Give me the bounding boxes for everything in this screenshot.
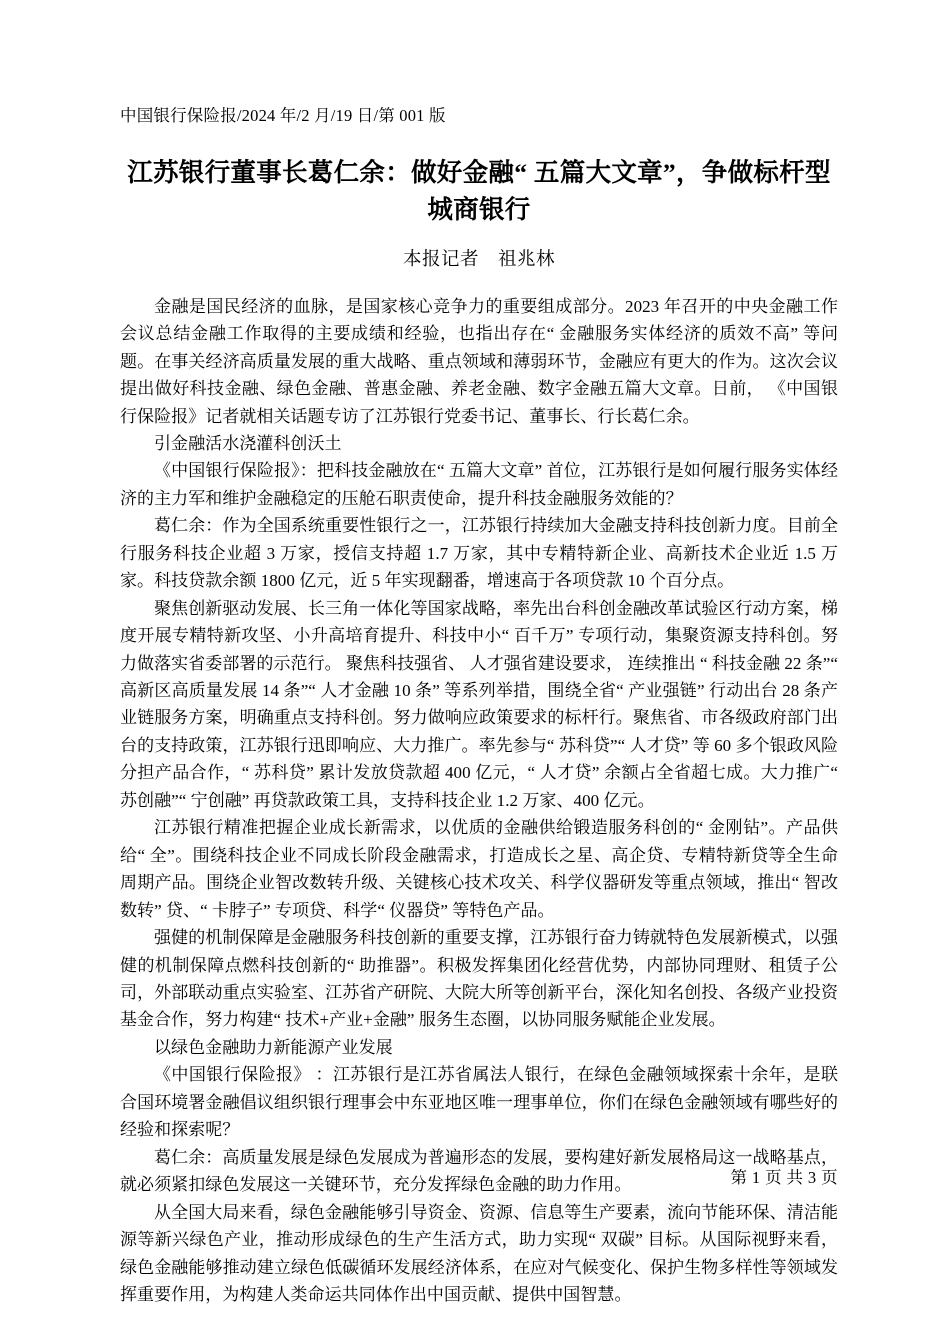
article-body <box>120 293 838 1309</box>
page-number-footer: 第 1 页 共 3 页 <box>730 1168 838 1187</box>
paragraph: 《中国银行保险报》：把科技金融放在“ 五篇大文章” 首位，江苏银行是如何履行服务实体经济的主力军和维护金融稳定的压舱石职责使命，提升科技金融服务效能的？ <box>120 461 838 508</box>
paragraph: 强健的机制保障是金融服务科技创新的重要支撑，江苏银行奋力铸就特色发展新模式，以强健的机制保障点燃科技创新的“ 助推器”。积极发挥集团化经营优势，内部协同理财、租赁子公司，外部联动重点实验室、江苏省产研院、大院大所等创新平台，深化知名创投、各级产业投资基金合作，努力构建“ 技术+产业+金融” 服务生态圈，以协同服务赋能企业发展。 <box>120 928 838 1030</box>
paragraph: 葛仁余：高质量发展是绿色发展成为普遍形态的发展，要构建好新发展格局这一战略基点，就必须紧扣绿色发展这一关键环节，充分发挥绿色金融的助力作用。 <box>120 1147 838 1195</box>
paragraph: 从全国大局来看，绿色金融能够引导资金、资源、信息等生产要素，流向节能环保、清洁能源等新兴绿色产业，推动形成绿色的生产生活方式，助力实现“ 双碳” 目标。从国际视野来看，绿色金融能够推动建立绿色低碳循环发展经济体系，在应对气候变化、保护生物多样性等领域发挥重要作用，为构建人类命运共同体作出中国贡献、提供中国智慧。 <box>120 1202 838 1304</box>
section-heading: 以绿色金融助力新能源产业发展 <box>154 1037 393 1057</box>
paragraph: 聚焦创新驱动发展、长三角一体化等国家战略，率先出台科创金融改革试验区行动方案，梯度开展专精特新攻坚、小升高培育提升、科技中小“ 百千万” 专项行动，集聚资源支持科创。努力做落实省委部署的示范行。 聚焦科技强省、 人才强省建设要求， 连续推出 “ 科技金融 22 条”“ 高新区高质量发展 14 条”“ 人才金融 10 条” 等系列举措，围绕全省“ 产业强链” 行动出台 28 条产业链服务方案，明确重点支持科创。努力做响应政策要求的标杆行。聚焦省、市各级政府部门出台的支持政策，江苏银行迅即响应、大力推广。率先参与“ 苏科贷”“ 人才贷” 等 60 多个银政风险分担产品合作，“ 苏科贷” 累计发放贷款超 400 亿元，“ 人才贷” 余额占全省超七成。大力推广“ 苏创融”“ 宁创融” 再贷款政策工具，支持科技企业 1.2 万家、400 亿元。 <box>120 598 838 810</box>
section-heading: 引金融活水浇灌科创沃土 <box>154 433 342 453</box>
paragraph: 金融是国民经济的血脉，是国家核心竞争力的重要组成部分。2023 年召开的中央金融工作会议总结金融工作取得的主要成绩和经验，也指出存在“ 金融服务实体经济的质效不高” 等问题。在事关经济高质量发展的重大战略、重点领域和薄弱环节，金融应有更大的作为。这次会议提出做好科技金融、绿色金融、普惠金融、养老金融、数字金融五篇大文章。日前， 《中国银行保险报》记者就相关话题专访了江苏银行党委书记、董事长、行长葛仁余。 <box>120 296 838 426</box>
page-title: 江苏银行董事长葛仁余：做好金融“ 五篇大文章”，争做标杆型城商银行 <box>127 157 831 224</box>
paragraph: 葛仁余：作为全国系统重要性银行之一，江苏银行持续加大金融支持科技创新力度。目前全行服务科技企业超 3 万家，授信支持超 1.7 万家，其中专精特新企业、高新技术企业近 1.5 万家。科技贷款余额 1800 亿元，近 5 年实现翻番，增速高于各项贷款 10 个百分点。 <box>120 516 838 591</box>
paragraph: 《中国银行保险报》 ：江苏银行是江苏省属法人银行，在绿色金融领域探索十余年，是联合国环境署金融倡议组织银行理事会中东亚地区唯一理事单位，你们在绿色金融领域有哪些好的经验和探索呢？ <box>120 1065 838 1140</box>
paragraph: 江苏银行精准把握企业成长新需求，以优质的金融供给锻造服务科创的“ 金刚钻”。产品供给“ 全”。围绕科技企业不同成长阶段金融需求，打造成长之星、高企贷、专精特新贷等全生命周期产品。围绕企业智改数转升级、关键核心技术攻关、科学仪器研发等重点领域，推出“ 智改数转” 贷、“ 卡脖子” 专项贷、科学“ 仪器贷” 等特色产品。 <box>120 818 838 920</box>
masthead-line: 中国银行保险报/2024 年/2 月/19 日/第 001 版 <box>120 106 446 125</box>
byline: 本报记者 祖兆林 <box>402 249 555 270</box>
